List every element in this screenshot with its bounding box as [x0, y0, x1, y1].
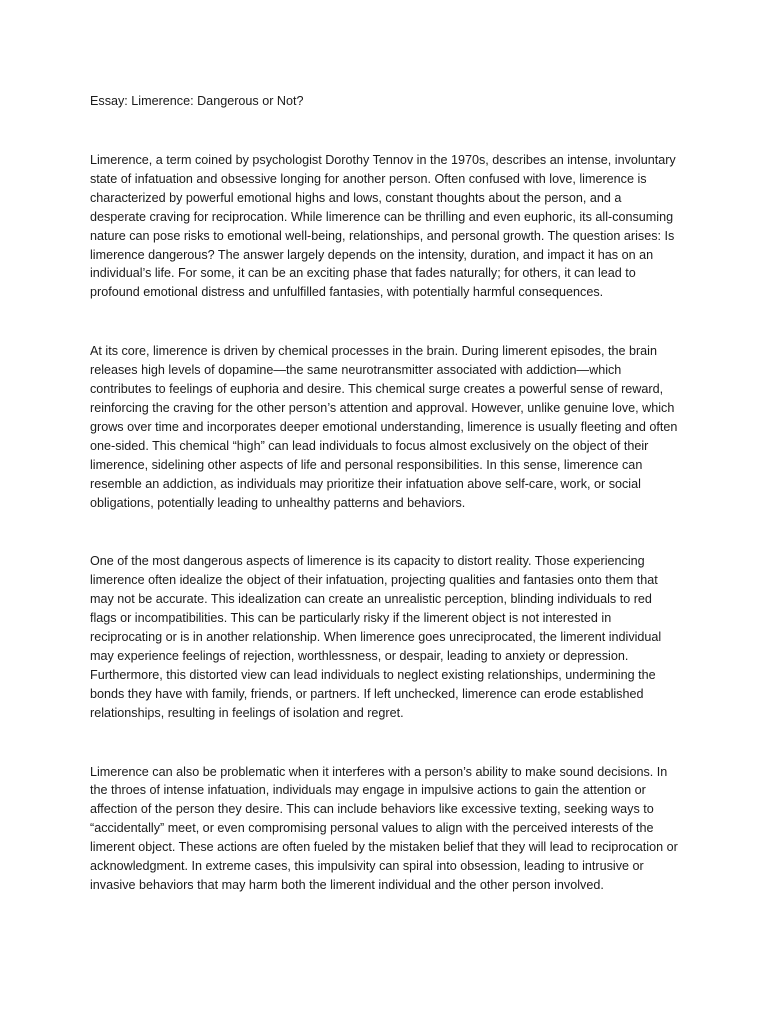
- paragraph-introduction: Limerence, a term coined by psychologist Dorothy Tennov in the 1970s, describes an intense, involuntary state of infatuation and obsessive longing for another person. Often confused with love, limerence is characterized by powerful emotional highs and lows, constant thoughts about the person, and a desperate craving for reciprocation. While limerence can be thrilling and even euphoric, its all-consuming nature can pose risks to emotional well-being, relationships, and personal growth. The question arises: Is limerence dangerous? The answer largely depends on the intensity, duration, and impact it has on an individual’s life. For some, it can be an exciting phase that fades naturally; for others, it can lead to profound emotional distress and unfulfilled fantasies, with potentially harmful consequences.: [90, 153, 676, 300]
- document-body: [90, 92, 680, 935]
- paragraph-brain-chemistry: At its core, limerence is driven by chemical processes in the brain. During limerent episodes, the brain releases high levels of dopamine—the same neurotransmitter associated with addiction—which contributes to feelings of euphoria and desire. This chemical surge creates a powerful sense of reward, reinforcing the craving for the other person’s attention and approval. However, unlike genuine love, which grows over time and incorporates deeper emotional understanding, limerence is usually fleeting and often one-sided. This chemical “high” can lead individuals to focus almost exclusively on the object of their limerence, sidelining other aspects of life and personal responsibilities. In this sense, limerence can resemble an addiction, as individuals may prioritize their infatuation above self-care, work, or social obligations, potentially leading to unhealthy patterns and behaviors.: [90, 344, 678, 510]
- paragraph-distorted-reality: One of the most dangerous aspects of limerence is its capacity to distort reality. Those experiencing limerence often idealize the object of their infatuation, projecting qualities and fantasies onto them that may not be accurate. This idealization can create an unrealistic perception, blinding individuals to red flags or incompatibilities. This can be particularly risky if the limerent object is not interested in reciprocating or is in another relationship. When limerence goes unreciprocated, the limerent individual may experience feelings of rejection, worthlessness, or despair, leading to anxiety or depression. Furthermore, this distorted view can lead individuals to neglect existing relationships, undermining the bonds they have with family, friends, or partners. If left unchecked, limerence can erode established relationships, resulting in feelings of isolation and regret.: [90, 554, 662, 720]
- paragraph-impulsive-decisions: Limerence can also be problematic when it interferes with a person’s ability to make sound decisions. In the throes of intense infatuation, individuals may engage in impulsive actions to gain the attention or affection of the person they desire. This can include behaviors like excessive texting, seeking ways to “accidentally” meet, or even compromising personal values to align with the perceived interests of the limerent object. These actions are often fueled by the mistaken belief that they will lead to reciprocation or acknowledgment. In extreme cases, this impulsivity can spiral into obsession, leading to intrusive or invasive behaviors that may harm both the limerent individual and the other person involved.: [90, 764, 678, 892]
- essay-title: Essay: Limerence: Dangerous or Not?: [90, 94, 304, 108]
